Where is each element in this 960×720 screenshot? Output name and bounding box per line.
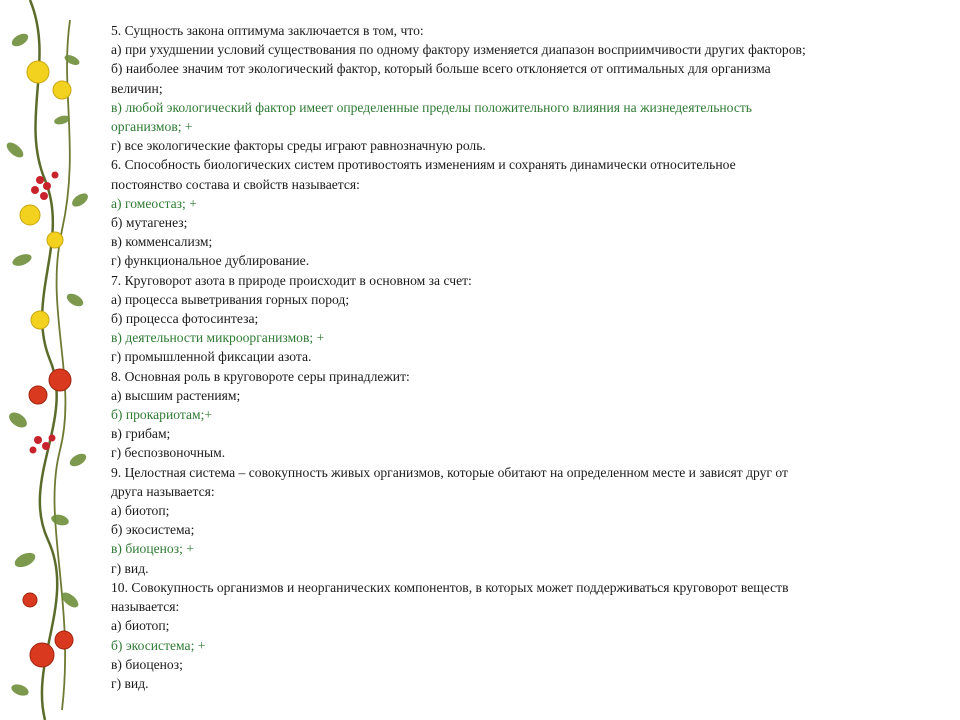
- text-line: 5. Сущность закона оптимума заключается в том, что:: [111, 23, 424, 38]
- text-line: а) процесса выветривания горных пород;: [111, 291, 350, 307]
- text-line: г) вид.: [111, 560, 149, 576]
- text-line: г) все экологические факторы среды играют равнозначную роль.: [111, 138, 486, 154]
- text-line: а) высшим растениям;: [111, 387, 241, 403]
- text-line: 9. Целостная система – совокупность живых организмов, которые обитают на определенном месте и зависят друг от: [111, 464, 788, 480]
- text-line: называется:: [111, 599, 180, 615]
- text-line: б) мутагенез;: [111, 215, 188, 231]
- text-line: друга называется:: [111, 483, 215, 499]
- text-line: г) беспозвоночным.: [111, 445, 226, 461]
- text-line: 7. Круговорот азота в природе происходит в основном за счет:: [111, 272, 472, 288]
- text-line: а) биотоп;: [111, 618, 170, 634]
- text-line: а) при ухудшении условий существования по одному фактору изменяется диапазон восприимчивости других факторов;: [111, 42, 806, 58]
- text-line: в) грибам;: [111, 426, 171, 442]
- correct-answer-line: в) биоценоз; +: [111, 541, 194, 557]
- correct-answer-line: б) экосистема; +: [111, 637, 206, 653]
- test-questions-text: [111, 21, 941, 693]
- text-line: г) промышленной фиксации азота.: [111, 349, 312, 365]
- text-line: величин;: [111, 80, 163, 96]
- text-line: б) наиболее значим тот экологический фактор, который больше всего отклоняется от оптимальных для организма: [111, 61, 771, 77]
- correct-answer-line: организмов; +: [111, 119, 193, 135]
- text-line: постоянство состава и свойств называется:: [111, 176, 360, 192]
- text-line: б) процесса фотосинтеза;: [111, 311, 259, 327]
- text-line: б) экосистема;: [111, 522, 195, 538]
- text-line: а) биотоп;: [111, 503, 170, 519]
- text-line: 6. Способность биологических систем противостоять изменениям и сохранять динамически относительное: [111, 157, 736, 173]
- text-line: в) биоценоз;: [111, 656, 183, 672]
- text-line: в) комменсализм;: [111, 234, 213, 250]
- correct-answer-line: в) любой экологический фактор имеет определенные пределы положительного влияния на жизнедеятельность: [111, 99, 752, 115]
- text-line: г) вид.: [111, 675, 149, 691]
- correct-answer-line: в) деятельности микроорганизмов; +: [111, 330, 325, 346]
- text-line: 8. Основная роль в круговороте серы принадлежит:: [111, 368, 410, 384]
- text-line: 10. Совокупность организмов и неорганических компонентов, в которых может поддерживаться круговорот веществ: [111, 579, 789, 595]
- correct-answer-line: а) гомеостаз; +: [111, 195, 197, 211]
- correct-answer-line: б) прокариотам;+: [111, 407, 213, 423]
- text-line: г) функциональное дублирование.: [111, 253, 310, 269]
- floral-border-image: [0, 0, 100, 720]
